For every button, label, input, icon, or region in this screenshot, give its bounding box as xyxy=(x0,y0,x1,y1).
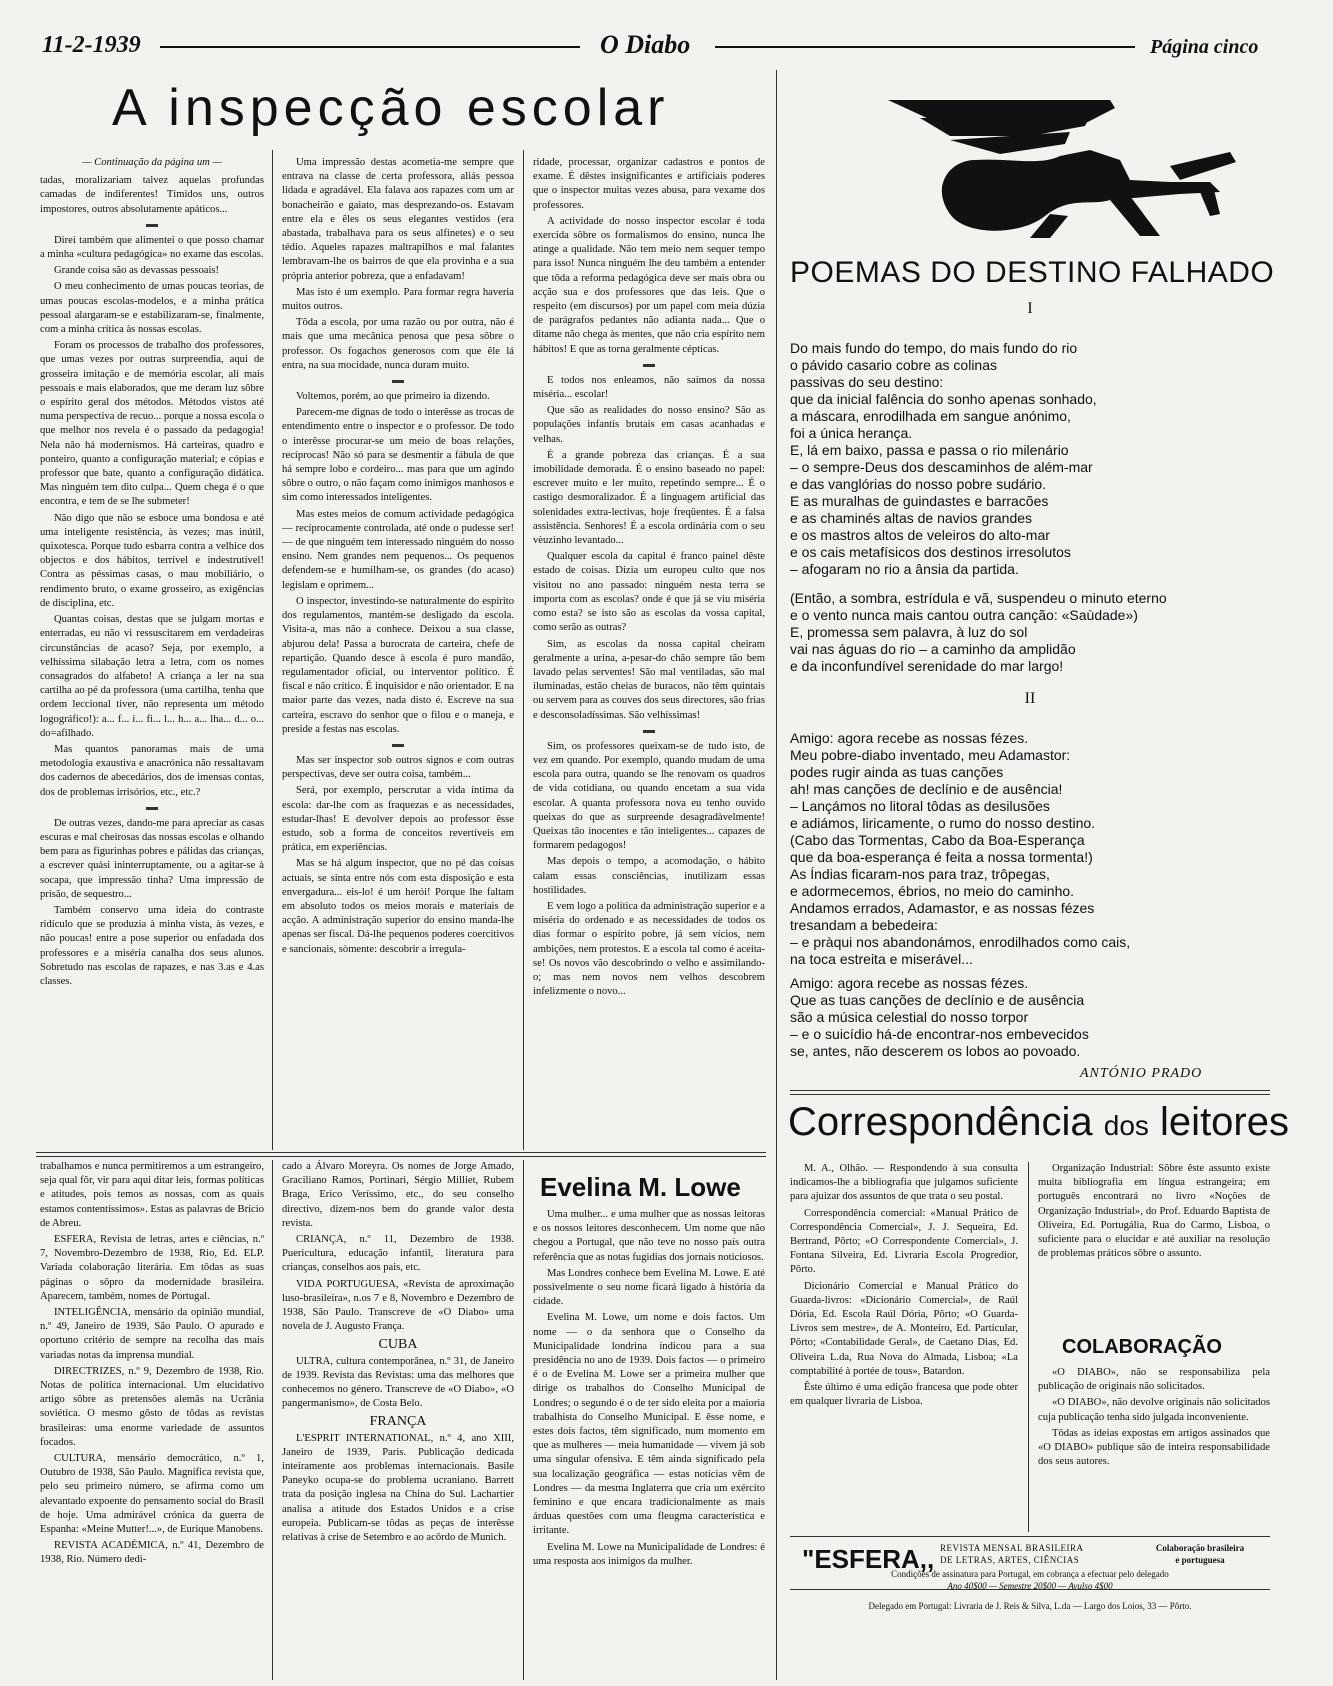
paragraph: E todos nos enleamos, não saímos da nossa miséria... escolar! xyxy=(533,374,765,401)
poem-line: foi a única herança. xyxy=(790,425,913,441)
poem-line: As Índias ficaram-nos para traz, trôpegas, xyxy=(790,866,1050,882)
paragraph: VIDA PORTUGUESA, «Revista de aproximação luso-brasileira», n.os 7 e 8, Novembro e Dezembro de 1938, São Paulo. Transcreve de «O Diabo» uma novela de J. Augusto França. xyxy=(282,1278,514,1333)
correspondence-divider xyxy=(1028,1162,1029,1532)
poem-line: (Então, a sombra, estrídula e vã, suspendeu o minuto eterno xyxy=(790,590,1167,606)
separator xyxy=(643,730,655,733)
poem-line: na toca estreita e miserável... xyxy=(790,951,973,967)
poem-line: Meu pobre-diabo inventado, meu Adamastor: xyxy=(790,747,1071,763)
paragraph: ULTRA, cultura contemporânea, n.º 31, de Janeiro de 1939. Revista das Revistas: uma das melhores que conhecemos no género. Transcreve de «O Diabo», «O pangermanismo», de Costa Belo. xyxy=(282,1355,514,1410)
title-word: Correspondência xyxy=(788,1100,1093,1144)
paragraph: Foram os processos de trabalho dos professores, que umas vezes por outras surpreendia, aqui de grosseira imitação e de memória escolar, ali mais pessoais e mais elaborados, que me deram luz sôbre o espírito geral dos métodos. Métodos vistos até numa perspectiva de recuo... porque a nossa escola o que melhor nos revela é o passado da pedagogia! Nela não há modernismos. Há carteiras, quadro e ponteiro, quanto a configuração material; e cópias e professor que bate, quanto a configuração didática. Mas ninguém tem dito culpa... Quem chega é o que encontra, e tem de se lhe submeter! xyxy=(40,340,264,508)
title-word: dos xyxy=(1103,1110,1149,1141)
bottom-column-2 xyxy=(282,1160,514,1680)
poem-line: Que as tuas canções de declínio e de ausência xyxy=(790,992,1085,1008)
paragraph: Mas se há algum inspector, que no pé das coisas actuais, se sinta entre nós com esta disposição e esta envergadura... eis-lo! é um herói! Porque lhe faltam em absoluto todos os meios morais e materiais de acção. A administração superior do ensino manda-lhe apenas ser fiscal. Dá-lhe pequenos poderes coercitivos e sancionais, sòmente: descobrir a irregula- xyxy=(282,858,514,955)
paragraph: ridade, processar, organizar cadastros e pontos de exame. É dêstes insignificantes e artificiais poderes que o inspector muitas vezes abusa, para vexame dos professores. xyxy=(533,157,765,211)
poem-line: ah! mas canções de declínio e de ausência! xyxy=(790,781,1063,797)
poem-stanza-2 xyxy=(790,590,1270,675)
poems-bottom-rule xyxy=(790,1090,1270,1095)
poem-line: se, antes, não descerem os lobos ao povoado. xyxy=(790,1043,1081,1059)
paragraph: É a grande pobreza das crianças. É a sua imobilidade demorada. É o ensino baseado no papel: escrever muito e ler muito, repetindo sempre... É o castigo desmoralizador. É a linguagem artificial das solenidades extra-lectivas, hoje freqüentes. É a falsa assistência. Senhores! É a escola ordinária com o seu vèuzinho levantado... xyxy=(533,449,765,547)
paragraph: Tôda a escola, por uma razão ou por outra, não é mais que uma mecânica penosa que pesa sôbre o professor. Os fogachos generosos com que êle lá entra, na sua mocidade, nunca duram muito. xyxy=(282,317,514,371)
ad-line: Ano 40$00 — Semestre 20$00 — Avulso 4$00 xyxy=(947,1581,1113,1591)
paragraph: Quantas coisas, destas que se julgam mortas e enterradas, eu não vi ressuscitarem em verdadeiras circunstâncias de acaso? Seja, por exemplo, a velhíssima silabação letra a letra, com os nomes consagrados do alfabeto! A criança a ler na sua cartilha ao pé da professora (uma cartilha, tenha que ordem leccional tiver, não representa um método logográfico!): a... f... i... fi... l... h... a... lha... d... o... do=afilhado. xyxy=(40,614,264,739)
poem-line: e os mastros altos de veleiros do alto-mar xyxy=(790,527,1050,543)
separator xyxy=(146,224,158,227)
article-column-3 xyxy=(533,156,765,1148)
separator xyxy=(643,364,655,367)
esfera-collaboration xyxy=(1130,1542,1270,1566)
paragraph: L'ESPRIT INTERNATIONAL, n.º 4, ano XIII, Janeiro de 1939, Paris. Publicação dedicada inteiramente aos problemas internacionais. Basile Paneyko ocupa-se do problema ucraniano. Barrett trata da posição inglesa na China do Sul. Lachartier analisa a atitude dos Estados Unidos e a crise europeia. Publicam-se tôdas as peças de interêsse relativas à crise de Setembro e ao acôrdo de Munich. xyxy=(282,1432,514,1544)
poem-line: e as chaminés altas de navios grandes xyxy=(790,510,1033,526)
poem-stanza-4 xyxy=(790,975,1270,1060)
poem-line: e os cais metafísicos dos destinos irresolutos xyxy=(790,544,1071,560)
newspaper-name: O Diabo xyxy=(600,30,691,59)
column-divider-3 xyxy=(272,1160,273,1680)
evelina-title: Evelina M. Lowe xyxy=(540,1172,741,1202)
poem-part-1-label: I xyxy=(1027,300,1033,317)
ad-line: DE LETRAS, ARTES, CIÊNCIAS xyxy=(940,1555,1080,1565)
poem-line: Andamos errados, Adamastor, e as nossas fézes xyxy=(790,900,1095,916)
paragraph: E vem logo a política da administração superior e a miséria do ordenado e as necessidades de todos os dias formar o espírito pobre, já sem vícios, nem ambições, nem protestos. E a escola tal como é aceita-se! Os novos vão descobrindo o velho e assimilando-o; mas nem novos nem velhos descobrem infelizmente o novo... xyxy=(533,900,765,998)
paragraph: De outras vezes, dando-me para apreciar as casas escuras e mal cheirosas das nossas escolas e olhando bem para as figurinhas pobres e pálidas das crianças, a escrever quási ininterruptamente, ou a agitar-se à socapa, que impressão tinha? Uma impressão de prisão, de sequestro... xyxy=(40,817,264,900)
paragraph: DIRECTRIZES, n.º 9, Dezembro de 1938, Rio. Notas de política internacional. Um elucidativo artigo sôbre as pretensões alemãs na Ucrânia soviética. O mesmo gôsto de tôdas as revistas brasileiras: uma enorme variedade de assuntos focados. xyxy=(40,1365,264,1448)
poem-part-2-label: II xyxy=(1024,690,1036,707)
correspondence-title xyxy=(788,1100,1289,1145)
poem-line: Do mais fundo do tempo, do mais fundo do rio xyxy=(790,340,1078,356)
paragraph: tadas, moralizariam talvez aquelas profundas camadas de indiferentes! Tímidos uns, outros impostores, outros absolutamente apáticos... xyxy=(40,175,264,215)
paragraph: CRIANÇA, n.º 11, Dezembro de 1938. Puericultura, educação infantil, literatura para crianças, conselhos aos pais, etc. xyxy=(282,1234,514,1274)
poem-line: que da inicial falência do sonho apenas sonhado, xyxy=(790,391,1097,407)
collaboration-title: COLABORAÇÃO xyxy=(1062,1336,1222,1358)
section-heading-cuba: CUBA xyxy=(378,1337,418,1353)
paragraph: A actividade do nosso inspector escolar é toda exercida sôbre os formalismos do ensino, nunca lhe atinge a qualidade. Não tem meio nem sequer tempo para isso! Nunca ninguém lhe deu também a entender que tôda a reforma pedagógica deve ser mais obra ou acção sua e dos professores que das leis. Que o respeito (em discursos) por um papel com meia dúzia de parágrafos pedantes não adianta nada... Que o ditame não chega às mentes, que não cria espírito nem hábitos! E que as torna geralmente cépticas. xyxy=(533,215,765,355)
poem-line: tresandam a bebedeira: xyxy=(790,917,938,933)
poem-line: podes rugir ainda as tuas canções xyxy=(790,764,1004,780)
article-title: A inspecção escolar xyxy=(112,79,670,137)
header-rule-right xyxy=(715,46,1135,48)
correspondence-right-column xyxy=(1038,1162,1270,1332)
column-divider-4 xyxy=(523,1160,524,1680)
article-column-1 xyxy=(40,156,264,1148)
esfera-logo: "ESFERA,, xyxy=(802,1544,935,1574)
poem-line: e adormecemos, ébrios, no meio do caminho. xyxy=(790,883,1075,899)
paragraph: Mas quantos panoramas mais de uma metodologia exaustiva e anacrónica não ressaltavam dos cadernos de abecedários, dos de imensas contas, dos de problemas irrisórios, etc., etc.? xyxy=(40,743,264,798)
ad-line: e portuguesa xyxy=(1175,1555,1225,1565)
poem-line: vai nas águas do rio – a caminho da amplidão xyxy=(790,641,1076,657)
paragraph: «O DIABO», não devolve originais não solicitados cuja publicação tenha sido julgada inconveniente. xyxy=(1038,1397,1270,1423)
poem-line: – afogaram no rio a ânsia da partida. xyxy=(790,561,1019,577)
poem-line: passivas do seu destino: xyxy=(790,374,944,390)
article-column-2 xyxy=(282,156,514,1148)
esfera-delegate: Delegado em Portugal: Livraria de J. Reis & Silva, L.da — Largo dos Loios, 33 — Pôrto. xyxy=(868,1601,1192,1611)
paragraph: Mas depois o tempo, a acomodação, o hábito calam essas consciências, inutilizam essas hostilidades. xyxy=(533,856,765,896)
paragraph: Mas ser inspector sob outros signos e com outras perspectivas, deve ser outra coisa, também... xyxy=(282,754,514,781)
paragraph: Grande coisa são as devassas pessoais! xyxy=(54,265,220,277)
paragraph: Mas isto é um exemplo. Para formar regra haveria muitos outros. xyxy=(282,286,514,313)
poem-line: que da boa-esperança é feita a nossa tormenta!) xyxy=(790,849,1093,865)
poem-line: (Cabo das Tormentas, Cabo da Boa-Esperança xyxy=(790,832,1085,848)
column-divider-1 xyxy=(272,150,273,1150)
poem-stanza-3 xyxy=(790,730,1270,968)
paragraph: Mas estes meios de comum actividade pedagógica — recíprocamente controlada, até onde o pudesse ser! — de que ninguém tem interessado ninguém do nosso ensino. Nem grandes nem pequenos... Os pequenos defendem-se e humilham-se, os grandes (do acaso) legislam e oprimem... xyxy=(282,508,514,591)
separator xyxy=(392,380,404,383)
poem-line: e o vento nunca mais cantou outra canção: «Saùdade») xyxy=(790,607,1138,623)
poem-line: são a música celestial do nosso torpor xyxy=(790,1009,1029,1025)
paragraph: Organização Industrial: Sôbre êste assunto existe muita bibliografia em língua estrangeira; em português encontrará no livro «Noções de Organização Industrial», do Prof. Eduardo Baptista de Oliveira, Ed. Portugália, Rua do Carmo, Lisboa, o suficiente para o elucidar e até auxiliar na resolução de problemas práticos sôbre o assunto. xyxy=(1038,1163,1270,1260)
poem-stanza-1 xyxy=(790,340,1270,578)
ad-line: Colaboração brasileira xyxy=(1155,1543,1245,1553)
paragraph: Correspondência comercial: «Manual Prático de Correspondência Comercial», J. J. Sequeira, Ed. Bertrand, Pôrto; «O Correspondente Comercial», J. Fontana Silveira, Ed. Livraria Escola Progredior, Pôrto. xyxy=(790,1207,1018,1276)
paragraph: Sim, os professores queixam-se de tudo isto, de vez em quando. Por exemplo, quando mudam de uma escola para outra, quando se lhe renovam os quadros de vida cotidiana, ou quando encetam a sua vida escolar. A quanta professora nova eu tenho ouvido queixas do que as surpreende desagradàvelmente! Queixas tão inocentes e tão inteligentes... capazes de formarem pedagogos! xyxy=(533,740,765,852)
paragraph: Tôdas as ideias expostas em artigos assinados que «O DIABO» publique são de inteira responsabilidade dos seus autores. xyxy=(1038,1427,1270,1468)
esfera-description xyxy=(940,1542,1110,1566)
section-heading-franca: FRANÇA xyxy=(369,1414,427,1430)
paragraph: INTELIGÊNCIA, mensário da opinião mundial, n.º 49, Janeiro de 1939, São Paulo. O apurado e oportuno critério de sempre na recolha das mais variadas notas da imprensa mundial. xyxy=(40,1307,264,1361)
collaboration-notes xyxy=(1038,1366,1270,1531)
paragraph: O inspector, investindo-se naturalmente do espírito dos regulamentos, mantém-se desligado da escola. Visita-a, mas não a conhece. Deixou a sua classe, abjurou dela! Passa a burocrata de carteira, chefe de repartição. Quando desce à escola é puro mandão, regulamentador oficial, ou interventor político. É fiscal e não crítico. É inquisidor e não orientador. E na maior parte das vezes, nada disto é. Escreve na sua carteira, escravo do senhor que o filou e o maneja, e preside a festas nas escolas. xyxy=(282,595,514,735)
poem-line: Amigo: agora recebe as nossas fézes. xyxy=(790,975,1029,991)
title-word: leitores xyxy=(1160,1100,1289,1144)
poem-line: o pávido casario cobre as colinas xyxy=(790,357,998,373)
poem-line: E, lá em baixo, passa e passa o rio milenário xyxy=(790,442,1069,458)
poems-title: POEMAS DO DESTINO FALHADO xyxy=(790,256,1275,289)
poem-line: – e o suicídio há-de encontrar-nos embevecidos xyxy=(790,1026,1089,1042)
continuation-note: — Continuação da página um — xyxy=(82,157,222,168)
paragraph: Não digo que não se esboce uma bondosa e até uma inteligente resistência, às vezes; mas inútil, quixotesca. Porque tudo esbarra contra a velhice dos objectos e dos hábitos, terrível e indestrutível! Contra as péssimas casas, o mau mobiliário, o rendimento bruto, o exame grosseiro, as exigências de disciplina, etc. xyxy=(40,512,264,609)
column-divider-main xyxy=(776,70,777,1680)
paragraph: Voltemos, porém, ao que primeiro ia dizendo. xyxy=(296,391,490,403)
paragraph: Êste último é uma edição francesa que pode obter em qualquer livraria de Lisboa. xyxy=(790,1382,1018,1408)
pegasus-illustration xyxy=(880,96,1240,240)
paragraph: Parecem-me dignas de todo o interêsse as trocas de entendimento entre o inspector e o professor. De todo o interêsse procurar-se um meio de boas relações, recíprocas! Não só para se desmentir a fábula de que há sempre lobo e cordeiro... mas para que um agindo sôbre o outro, o não façam como inimigos manhosos e sim como interessados inteligentes. xyxy=(282,407,514,504)
paragraph: Que são as realidades do nosso ensino? São as populações infantis brutais em casas acanhadas e velhas. xyxy=(533,405,765,445)
paragraph: Será, por exemplo, perscrutar a vida íntima da escola: dar-lhe com as fraquezas e as necessidades, estudar-lhas! E devolver depois ao professor êsse estudo, sob a forma de conceitos revertíveis em prática, em experiências. xyxy=(282,785,514,854)
poem-line: – e pràqui nos abandonámos, enrodilhados como cais, xyxy=(790,934,1131,950)
poem-line: – o sempre-Deus dos descaminhos de além-mar xyxy=(790,459,1093,475)
poem-line: Amigo: agora recebe as nossas fézes. xyxy=(790,730,1029,746)
paragraph: Evelina M. Lowe, um nome e dois factos. Um nome — o da senhora que o Conselho da Municipalidade londrina indicou para a sua presidência no ano de 1939. Dois factos — o primeiro é o de Evelina M. Lowe ser a primeira mulher que dirige os trabalhos do Conselho Municipal de Londres; o segundo é o de ter sido eleita por a maioria trabalhista do Conselho Municipal. E êsse nome, e estes dois factos, têm significado, num momento em que as mulheres — meia humanidade — vivem já sob uma singular ofensiva. E têm ainda significado pela sua localização geográfica — estas notícias vêm de Londres — da mesma Inglaterra que cria um exército feminino e que encara tradicionalmente as mais árduas questões com uma fleugma característica e irritante. xyxy=(533,1312,765,1537)
separator xyxy=(146,807,158,810)
bottom-column-1 xyxy=(40,1160,264,1680)
paragraph: «O DIABO», não se responsabiliza pela publicação de originais não solicitados. xyxy=(1038,1367,1270,1393)
paragraph: Evelina M. Lowe na Municipalidade de Londres: é uma resposta aos inimigos da mulher. xyxy=(533,1541,765,1567)
ad-line: Condições de assinatura para Portugal, em cobrança a efectuar pelo delegado xyxy=(891,1569,1169,1579)
poem-line: a máscara, enrodilhada em sangue anónimo, xyxy=(790,408,1071,424)
poem-line: E, promessa sem palavra, à luz do sol xyxy=(790,624,1028,640)
poem-author: ANTÓNIO PRADO xyxy=(1080,1066,1203,1081)
poem-line: e das vanglórias do nosso pobre sudário. xyxy=(790,476,1047,492)
paragraph: REVISTA ACADÉMICA, n.º 41, Dezembro de 1938, Rio. Número dedi- xyxy=(40,1540,264,1566)
poem-line: E as muralhas de guindastes e barracões xyxy=(790,493,1049,509)
paragraph: M. A., Olhão. — Respondendo à sua consulta indicamos-lhe a bibliografia que julgamos suficiente para ajuizar dos assuntos de que trata o seu postal. xyxy=(790,1163,1018,1203)
paragraph: Uma impressão destas acometia-me sempre que entrava na classe de certa professora, aliás pessoa lidada e agradável. Ela falava aos rapazes com um ar bonacheirão e gaiato, mas desprezando-os. Estavam entre ela e êles os seus elegantes vestidos (era abastada, trabalhava para os seus alfinetes) e o seu tédio. Aqueles rapazes maltrapilhos e mal falantes lembravam-lhe os bairros de que ela provinha e a sua própria anterior pobreza, que a enfadavam! xyxy=(282,157,514,282)
page-number: Página cinco xyxy=(1150,36,1259,58)
poem-line: e adiámos, liricamente, o rumo do nosso destino. xyxy=(790,815,1096,831)
paragraph: O meu conhecimento de umas poucas teorias, de umas poucas escolas-modelos, e a minha prática pessoal alargaram-se e estabilizaram-se, finalmente, com a minha crítica às nossas escolas. xyxy=(40,281,264,336)
paragraph: Sim, as escolas da nossa capital cheiram geralmente a urina, a-pesar-do chão sempre tão bem lavado pelas serventes! São mal ventiladas, são mal iluminadas, estão cheias de buracos, não têm quintais ou servem para as couves dos seus directores, são frias e desconsoladíssimas. São velhíssimas! xyxy=(533,638,765,721)
ad-line: REVISTA MENSAL BRASILEIRA xyxy=(940,1543,1084,1553)
paragraph: Qualquer escola da capital é franco painel dêste estado de coisas. Dizia um europeu culto que nos visitou no ano passado: ninguém nesta terra se importa com as escolas? onde é que já se viu miséria como esta? se isto são as escolas da vossa capital, como serão as outras? xyxy=(533,551,765,634)
issue-date: 11-2-1939 xyxy=(42,32,141,58)
paragraph: Também conservo uma ideia do contraste ridículo que se produzia à minha vista, às vezes, e não poucas! entre a pose superior ou enfadada dos professores e a miséria canalha dos seus alunos. Sobretudo nas escolas de rapazes, e nas 3.as e 4.as classes. xyxy=(40,904,264,987)
paragraph: Mas Londres conhece bem Evelina M. Lowe. E até possìvelmente o seu nome ficará ligado à história da cidade. xyxy=(533,1267,765,1308)
article-bottom-rule xyxy=(36,1152,766,1157)
header-rule-left xyxy=(160,46,580,48)
paragraph: Dicionário Comercial e Manual Prático do Guarda-livros: «Dicionário Comercial», de Raúl Dória, Ed. Escola Raúl Dória, Pôrto; «O Guarda-Livros sem mestre», de A. Monteiro, Ed. Particular, Pôrto; «Contabilidade Geral», de Caetano Dias, Ed. Oliveira L.da, Rua Nova do Almada, Lisboa; «La comptabilité à portée de tous», Batardon. xyxy=(790,1280,1018,1377)
paragraph: CULTURA, mensário democrático, n.º 1, Outubro de 1938, São Paulo. Magnífica revista que, pelo seu primeiro número, se afirma como um alevantado expoente do pensamento social do Brasil de hoje. Uma admirável crónica da guerra de Espanha: «Meine Mutter!...», de Eurique Manobens. xyxy=(40,1453,264,1536)
paragraph: Direi também que alimentei o que posso chamar a minha «cultura pedagógica» no exame das escolas. xyxy=(40,234,264,261)
column-divider-2 xyxy=(523,150,524,1150)
separator xyxy=(392,744,404,747)
paragraph: trabalhamos e nunca permitiremos a um estrangeiro, seja qual fôr, vir para aqui ditar leis, formas políticas e atitudes, pois temos as nossas, com as quais estamos contentíssimos». Estas as palavras de Brício de Abreu. xyxy=(40,1161,264,1229)
esfera-conditions xyxy=(790,1568,1270,1592)
correspondence-left-column xyxy=(790,1162,1018,1532)
paragraph: cado a Álvaro Moreyra. Os nomes de Jorge Amado, Graciliano Ramos, Portinari, Sérgio Milliet, Rubem Braga, Erico Veríssimo, etc., do seu conselho directivo, dizem-nos bem do grande valor desta revista. xyxy=(282,1161,514,1229)
paragraph: ESFERA, Revista de letras, artes e ciências, n.º 7, Novembro-Dezembro de 1938, Rio, Ed. ELP. Variada colaboração literária. Em tôdas as suas páginas o sôpro da modernidade brasileira. Aparecem, também, nomes de Portugal. xyxy=(40,1234,264,1302)
poem-line: – Lançámos no litoral tôdas as desilusões xyxy=(790,798,1050,814)
poem-line: e da inconfundível serenidade do mar largo! xyxy=(790,658,1064,674)
paragraph: Uma mulher... e uma mulher que as nossas leitoras e os nossos leitores desconhecem. Um nome que não chegou a Portugal, que não teve no nosso país outra referência que as notas fugidias dos jornais noticiosos. xyxy=(533,1209,765,1263)
evelina-article xyxy=(533,1208,765,1680)
